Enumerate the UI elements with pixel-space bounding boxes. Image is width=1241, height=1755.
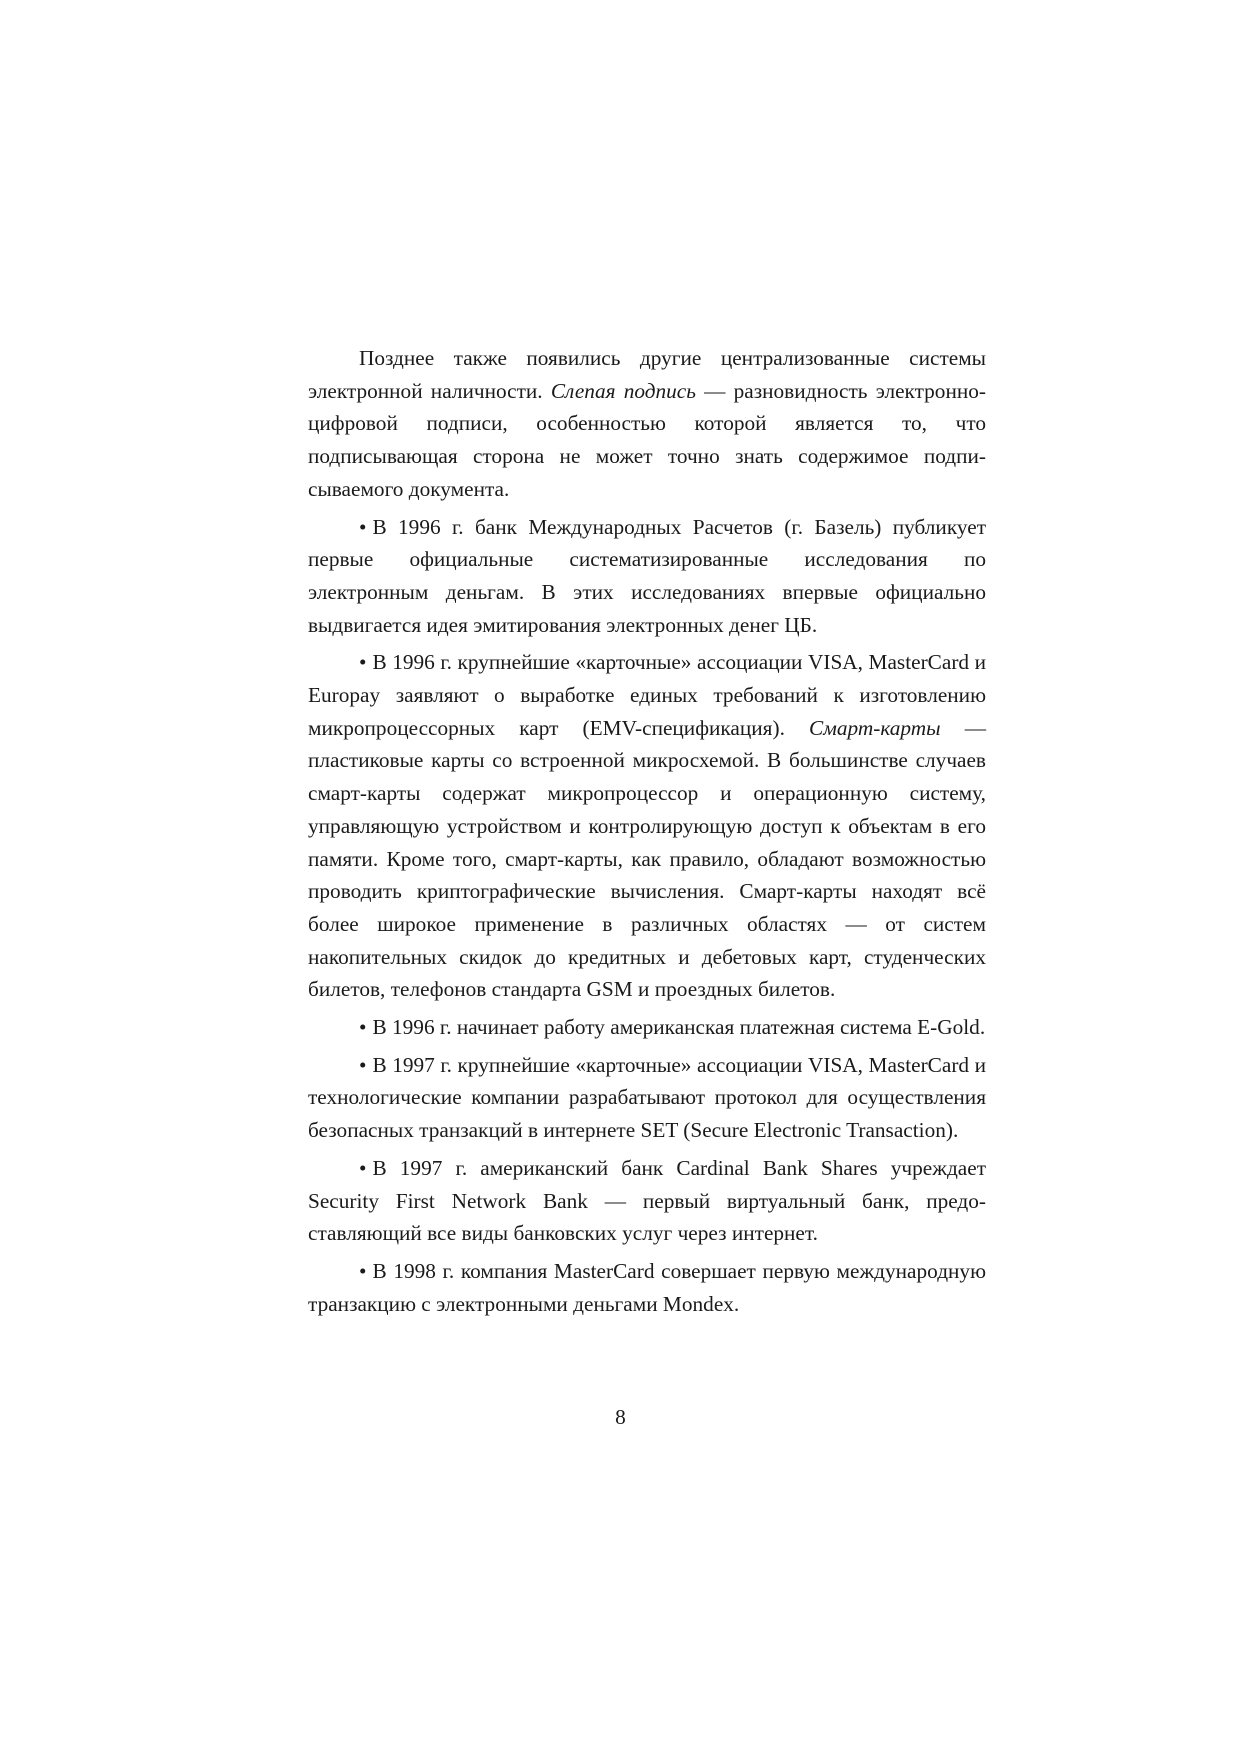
- bullet-icon: •: [359, 1052, 367, 1077]
- bullet-paragraph: [308, 1255, 986, 1320]
- paragraph-text: В 1996 г. начинает работу американская платежная система E-Gold.: [372, 1015, 986, 1040]
- paragraph-text: В 1996 г. крупнейшие «карточные» ассоциации VISA, MasterCard и Europay заявляют о выработке единых требований к изготовлению микропроцессорных карт (EMV-спецификация).: [308, 650, 986, 740]
- paragraph-text: Позднее также появились другие централизованные системы электронной наличности.: [308, 346, 986, 403]
- bullet-paragraph: [308, 511, 986, 642]
- bullet-paragraph: [308, 1152, 986, 1250]
- bullet-paragraph: [308, 1049, 986, 1147]
- bullet-icon: •: [359, 514, 367, 539]
- bullet-icon: •: [359, 1015, 367, 1040]
- paragraph-text: — разновидность электронно-цифровой подписи, особенностью которой является то, что подписывающая сторона не может точно знать содержимое подписываемого документа.: [308, 378, 986, 501]
- paragraph: [308, 342, 986, 506]
- bullet-paragraph: [308, 646, 986, 1006]
- bullet-icon: •: [359, 650, 367, 675]
- bullet-paragraph: [308, 1011, 986, 1044]
- paragraph-text: — пластиковые карты со встроенной микросхемой. В большинстве случаев смарт-карты содержат микропроцессор и операционную систему, управляющую устройством и контролирующую доступ к объектам в его памяти. Кроме того, смарт-карты, как правило, обладают возможностью проводить криптографические вычисления. Смарт-карты находят всё более широкое применение в различных областях — от систем накопительных скидок до кредитных и дебетовых карт, студенческих билетов, телефонов стандарта GSM и проездных билетов.: [308, 715, 987, 1002]
- paragraph-text: В 1997 г. крупнейшие «карточные» ассоциации VISA, MasterCard и технологические компании разрабатывают протокол для осуществления безопасных транзакций в интернете SET (Secure Electronic Transaction).: [308, 1052, 986, 1143]
- bullet-icon: •: [359, 1155, 367, 1180]
- paragraph-text: В 1997 г. американский банк Cardinal Bank Shares учреждает Security First Network Bank — первый виртуальный банк, предоставляющий все виды банковских услуг через интернет.: [308, 1155, 986, 1246]
- term-smart-cards: Смарт-карты: [809, 715, 941, 740]
- paragraph-text: В 1998 г. компания MasterCard совершает первую международную транзакцию с электронными деньгами Mondex.: [308, 1258, 986, 1316]
- paragraph-text: В 1996 г. банк Международных Расчетов (г. Базель) публикует первые официальные систематизированные исследования по электронным деньгам. В этих исследованиях впервые официально выдвигается идея эмитирования электронных денег ЦБ.: [308, 514, 986, 637]
- page-number: 8: [615, 1405, 626, 1429]
- term-blind-signature: Слепая подпись: [550, 378, 696, 403]
- bullet-icon: •: [359, 1258, 367, 1283]
- body-text: [308, 342, 986, 1325]
